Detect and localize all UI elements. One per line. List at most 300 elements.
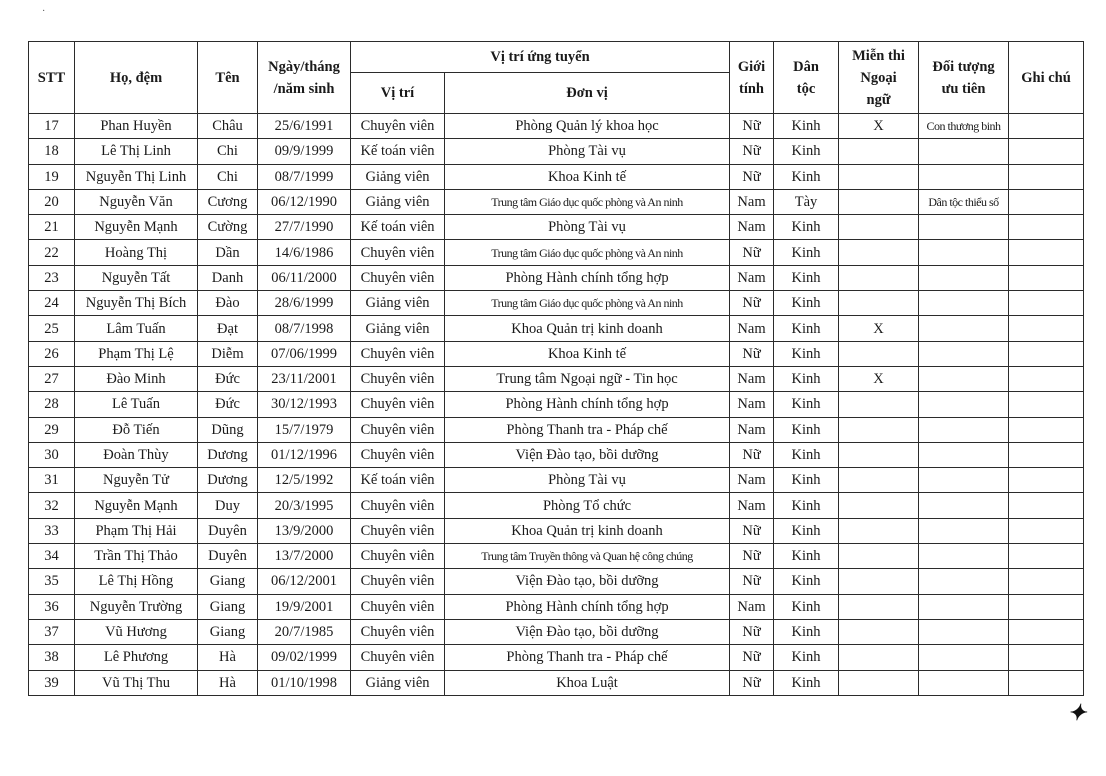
table-row	[29, 417, 1084, 442]
cell-ghi-chu	[1009, 569, 1084, 594]
cell-gioi-tinh: Nữ	[730, 619, 774, 644]
cell-ho-dem: Nguyễn Mạnh	[75, 493, 198, 518]
header-doi-tuong-line1: Đối tượng	[932, 58, 995, 75]
cell-ngay-sinh: 13/7/2000	[258, 544, 351, 569]
header-gioi-tinh	[730, 42, 774, 114]
cell-vi-tri: Kế toán viên	[351, 139, 445, 164]
cell-ten: Cường	[198, 215, 258, 240]
cell-mien-thi	[839, 544, 919, 569]
cell-don-vi: Phòng Thanh tra - Pháp chế	[445, 417, 730, 442]
cell-ho-dem: Nguyễn Mạnh	[75, 215, 198, 240]
cell-mien-thi	[839, 670, 919, 695]
cell-ho-dem: Lâm Tuấn	[75, 316, 198, 341]
cell-ghi-chu	[1009, 265, 1084, 290]
cell-stt: 37	[29, 619, 75, 644]
cell-stt: 39	[29, 670, 75, 695]
table-row	[29, 316, 1084, 341]
table-row	[29, 215, 1084, 240]
cell-doi-tuong	[919, 291, 1009, 316]
cell-don-vi: Trung tâm Truyền thông và Quan hệ công chúng	[445, 544, 730, 569]
cell-dan-toc: Kinh	[774, 316, 839, 341]
cell-ten: Dương	[198, 468, 258, 493]
cell-ho-dem: Lê Thị Linh	[75, 139, 198, 164]
cell-ngay-sinh: 06/12/1990	[258, 189, 351, 214]
cell-don-vi: Khoa Kinh tế	[445, 164, 730, 189]
cell-gioi-tinh: Nữ	[730, 114, 774, 139]
header-mien-thi-line1: Miễn thi	[852, 47, 905, 64]
cell-ten: Đào	[198, 291, 258, 316]
cell-gioi-tinh: Nữ	[730, 569, 774, 594]
cell-stt: 30	[29, 442, 75, 467]
cell-gioi-tinh: Nữ	[730, 518, 774, 543]
cell-dan-toc: Kinh	[774, 114, 839, 139]
cell-gioi-tinh: Nam	[730, 417, 774, 442]
cell-ho-dem: Lê Tuấn	[75, 392, 198, 417]
cell-mien-thi	[839, 493, 919, 518]
cell-don-vi: Phòng Thanh tra - Pháp chế	[445, 645, 730, 670]
cell-vi-tri: Chuyên viên	[351, 569, 445, 594]
cell-mien-thi: X	[839, 114, 919, 139]
cell-doi-tuong	[919, 240, 1009, 265]
cell-don-vi: Trung tâm Giáo dục quốc phòng và An ninh	[445, 189, 730, 214]
cell-ho-dem: Nguyễn Thị Linh	[75, 164, 198, 189]
header-ghi-chu: Ghi chú	[1009, 42, 1084, 114]
cell-doi-tuong: Dân tộc thiểu số	[919, 189, 1009, 214]
cell-dan-toc: Kinh	[774, 442, 839, 467]
cell-ten: Duy	[198, 493, 258, 518]
header-gioi-tinh-line1: Giới	[737, 58, 766, 75]
cell-don-vi: Khoa Quản trị kinh doanh	[445, 316, 730, 341]
cell-vi-tri: Chuyên viên	[351, 594, 445, 619]
table-row	[29, 645, 1084, 670]
cell-stt: 22	[29, 240, 75, 265]
cell-gioi-tinh: Nam	[730, 265, 774, 290]
header-mien-thi-line2: Ngoại	[860, 69, 897, 86]
cell-doi-tuong	[919, 569, 1009, 594]
cell-don-vi: Phòng Hành chính tổng hợp	[445, 594, 730, 619]
cell-gioi-tinh: Nữ	[730, 164, 774, 189]
cell-vi-tri: Giảng viên	[351, 316, 445, 341]
cell-gioi-tinh: Nam	[730, 594, 774, 619]
cell-ghi-chu	[1009, 114, 1084, 139]
cell-ngay-sinh: 07/06/1999	[258, 341, 351, 366]
cell-ten: Đạt	[198, 316, 258, 341]
cell-vi-tri: Chuyên viên	[351, 518, 445, 543]
cell-vi-tri: Chuyên viên	[351, 417, 445, 442]
table-row	[29, 569, 1084, 594]
cell-mien-thi: X	[839, 316, 919, 341]
cell-dan-toc: Kinh	[774, 518, 839, 543]
cell-ghi-chu	[1009, 291, 1084, 316]
cell-ghi-chu	[1009, 392, 1084, 417]
cell-don-vi: Phòng Tổ chức	[445, 493, 730, 518]
cell-stt: 19	[29, 164, 75, 189]
cell-stt: 27	[29, 366, 75, 391]
cell-ngay-sinh: 08/7/1999	[258, 164, 351, 189]
cell-dan-toc: Kinh	[774, 645, 839, 670]
cell-gioi-tinh: Nam	[730, 493, 774, 518]
cell-doi-tuong	[919, 392, 1009, 417]
cell-vi-tri: Giảng viên	[351, 670, 445, 695]
cell-don-vi: Trung tâm Ngoại ngữ - Tin học	[445, 366, 730, 391]
cell-gioi-tinh: Nữ	[730, 442, 774, 467]
cell-ghi-chu	[1009, 164, 1084, 189]
cell-doi-tuong	[919, 518, 1009, 543]
cell-ho-dem: Nguyễn Tất	[75, 265, 198, 290]
cell-ho-dem: Đoàn Thùy	[75, 442, 198, 467]
cell-ghi-chu	[1009, 544, 1084, 569]
cell-ngay-sinh: 01/12/1996	[258, 442, 351, 467]
cell-ten: Dũng	[198, 417, 258, 442]
cell-ho-dem: Vũ Thị Thu	[75, 670, 198, 695]
cell-ngay-sinh: 09/9/1999	[258, 139, 351, 164]
cell-vi-tri: Chuyên viên	[351, 619, 445, 644]
cell-stt: 23	[29, 265, 75, 290]
cell-don-vi: Phòng Tài vụ	[445, 215, 730, 240]
cell-doi-tuong	[919, 417, 1009, 442]
table-row	[29, 164, 1084, 189]
cell-mien-thi	[839, 291, 919, 316]
cell-mien-thi	[839, 645, 919, 670]
cell-ngay-sinh: 23/11/2001	[258, 366, 351, 391]
cell-ngay-sinh: 14/6/1986	[258, 240, 351, 265]
cell-ten: Đức	[198, 392, 258, 417]
cell-ten: Diễm	[198, 341, 258, 366]
cell-vi-tri: Chuyên viên	[351, 114, 445, 139]
cell-gioi-tinh: Nữ	[730, 291, 774, 316]
cell-mien-thi	[839, 265, 919, 290]
cell-don-vi: Phòng Hành chính tổng hợp	[445, 265, 730, 290]
cell-vi-tri: Chuyên viên	[351, 645, 445, 670]
cell-mien-thi	[839, 392, 919, 417]
cell-stt: 33	[29, 518, 75, 543]
cell-ghi-chu	[1009, 240, 1084, 265]
cell-don-vi: Phòng Hành chính tổng hợp	[445, 392, 730, 417]
table-row	[29, 189, 1084, 214]
cell-ho-dem: Lê Phương	[75, 645, 198, 670]
cell-doi-tuong	[919, 645, 1009, 670]
cell-don-vi: Trung tâm Giáo dục quốc phòng và An ninh	[445, 240, 730, 265]
cell-ngay-sinh: 12/5/1992	[258, 468, 351, 493]
cell-don-vi: Phòng Quản lý khoa học	[445, 114, 730, 139]
cell-don-vi: Viện Đào tạo, bồi dưỡng	[445, 442, 730, 467]
cell-mien-thi	[839, 569, 919, 594]
cell-stt: 21	[29, 215, 75, 240]
cell-gioi-tinh: Nam	[730, 468, 774, 493]
cell-mien-thi	[839, 341, 919, 366]
corner-mark: ·	[42, 6, 46, 17]
cell-dan-toc: Kinh	[774, 619, 839, 644]
cell-ho-dem: Vũ Hương	[75, 619, 198, 644]
cell-stt: 20	[29, 189, 75, 214]
header-stt: STT	[29, 42, 75, 114]
cell-ten: Giang	[198, 619, 258, 644]
initial-signature-mark: ✦	[1067, 700, 1086, 726]
cell-ngay-sinh: 08/7/1998	[258, 316, 351, 341]
cell-mien-thi	[839, 240, 919, 265]
table-row	[29, 518, 1084, 543]
header-ho-dem: Họ, đệm	[75, 42, 198, 114]
cell-dan-toc: Kinh	[774, 341, 839, 366]
cell-dan-toc: Kinh	[774, 164, 839, 189]
cell-mien-thi	[839, 139, 919, 164]
cell-ngay-sinh: 20/7/1985	[258, 619, 351, 644]
cell-don-vi: Khoa Quản trị kinh doanh	[445, 518, 730, 543]
cell-vi-tri: Giảng viên	[351, 164, 445, 189]
cell-dan-toc: Kinh	[774, 670, 839, 695]
cell-dan-toc: Kinh	[774, 493, 839, 518]
header-mien-thi-line3: ngữ	[866, 91, 891, 108]
cell-ho-dem: Nguyễn Trường	[75, 594, 198, 619]
cell-stt: 29	[29, 417, 75, 442]
cell-vi-tri: Chuyên viên	[351, 544, 445, 569]
cell-ho-dem: Đào Minh	[75, 366, 198, 391]
cell-stt: 17	[29, 114, 75, 139]
cell-dan-toc: Kinh	[774, 215, 839, 240]
cell-gioi-tinh: Nữ	[730, 341, 774, 366]
cell-dan-toc: Kinh	[774, 569, 839, 594]
cell-ghi-chu	[1009, 670, 1084, 695]
cell-ten: Duyên	[198, 518, 258, 543]
cell-gioi-tinh: Nam	[730, 316, 774, 341]
cell-vi-tri: Kế toán viên	[351, 468, 445, 493]
cell-gioi-tinh: Nam	[730, 392, 774, 417]
cell-ten: Dần	[198, 240, 258, 265]
cell-mien-thi: X	[839, 366, 919, 391]
cell-stt: 26	[29, 341, 75, 366]
cell-doi-tuong	[919, 594, 1009, 619]
cell-stt: 32	[29, 493, 75, 518]
cell-vi-tri: Chuyên viên	[351, 341, 445, 366]
cell-don-vi: Viện Đào tạo, bồi dưỡng	[445, 619, 730, 644]
table-header	[29, 42, 1084, 114]
cell-mien-thi	[839, 468, 919, 493]
cell-dan-toc: Kinh	[774, 265, 839, 290]
cell-ghi-chu	[1009, 442, 1084, 467]
table-row	[29, 468, 1084, 493]
header-dan-toc	[774, 42, 839, 114]
table-row	[29, 670, 1084, 695]
cell-ngay-sinh: 06/11/2000	[258, 265, 351, 290]
cell-stt: 31	[29, 468, 75, 493]
cell-stt: 25	[29, 316, 75, 341]
candidate-table	[28, 41, 1084, 696]
cell-ghi-chu	[1009, 468, 1084, 493]
cell-ho-dem: Nguyễn Tử	[75, 468, 198, 493]
cell-ghi-chu	[1009, 189, 1084, 214]
table-body	[29, 114, 1084, 696]
cell-mien-thi	[839, 215, 919, 240]
header-don-vi: Đơn vị	[445, 73, 730, 114]
cell-ten: Cương	[198, 189, 258, 214]
cell-doi-tuong	[919, 265, 1009, 290]
table-row	[29, 392, 1084, 417]
candidate-roster-sheet	[28, 41, 1084, 696]
cell-mien-thi	[839, 518, 919, 543]
cell-ho-dem: Phan Huyền	[75, 114, 198, 139]
cell-dan-toc: Kinh	[774, 139, 839, 164]
cell-ngay-sinh: 20/3/1995	[258, 493, 351, 518]
cell-gioi-tinh: Nam	[730, 215, 774, 240]
cell-ghi-chu	[1009, 366, 1084, 391]
cell-ten: Chi	[198, 164, 258, 189]
cell-stt: 24	[29, 291, 75, 316]
cell-ghi-chu	[1009, 215, 1084, 240]
cell-doi-tuong	[919, 341, 1009, 366]
cell-mien-thi	[839, 619, 919, 644]
header-dan-toc-line2: tộc	[796, 80, 816, 97]
table-row	[29, 291, 1084, 316]
cell-vi-tri: Chuyên viên	[351, 265, 445, 290]
cell-stt: 28	[29, 392, 75, 417]
table-row	[29, 544, 1084, 569]
cell-ho-dem: Nguyễn Thị Bích	[75, 291, 198, 316]
cell-ngay-sinh: 09/02/1999	[258, 645, 351, 670]
cell-ten: Châu	[198, 114, 258, 139]
cell-ngay-sinh: 27/7/1990	[258, 215, 351, 240]
cell-ghi-chu	[1009, 518, 1084, 543]
header-ngay-sinh-line2: /năm sinh	[273, 80, 335, 97]
cell-ten: Giang	[198, 594, 258, 619]
cell-dan-toc: Kinh	[774, 240, 839, 265]
cell-ho-dem: Hoàng Thị	[75, 240, 198, 265]
cell-gioi-tinh: Nữ	[730, 670, 774, 695]
cell-ho-dem: Phạm Thị Lệ	[75, 341, 198, 366]
cell-vi-tri: Kế toán viên	[351, 215, 445, 240]
cell-ten: Danh	[198, 265, 258, 290]
cell-vi-tri: Giảng viên	[351, 291, 445, 316]
cell-doi-tuong	[919, 468, 1009, 493]
table-row	[29, 366, 1084, 391]
cell-gioi-tinh: Nam	[730, 189, 774, 214]
cell-mien-thi	[839, 164, 919, 189]
cell-stt: 36	[29, 594, 75, 619]
cell-don-vi: Khoa Kinh tế	[445, 341, 730, 366]
cell-gioi-tinh: Nữ	[730, 139, 774, 164]
table-row	[29, 442, 1084, 467]
cell-ngay-sinh: 15/7/1979	[258, 417, 351, 442]
cell-ho-dem: Lê Thị Hồng	[75, 569, 198, 594]
header-gioi-tinh-line2: tính	[739, 80, 765, 97]
cell-ho-dem: Phạm Thị Hải	[75, 518, 198, 543]
cell-stt: 34	[29, 544, 75, 569]
cell-mien-thi	[839, 594, 919, 619]
cell-dan-toc: Kinh	[774, 392, 839, 417]
cell-ghi-chu	[1009, 594, 1084, 619]
cell-stt: 18	[29, 139, 75, 164]
header-doi-tuong-line2: ưu tiên	[941, 80, 986, 97]
cell-don-vi: Trung tâm Giáo dục quốc phòng và An ninh	[445, 291, 730, 316]
table-row	[29, 265, 1084, 290]
cell-stt: 38	[29, 645, 75, 670]
cell-mien-thi	[839, 417, 919, 442]
table-row	[29, 139, 1084, 164]
cell-ho-dem: Đỗ Tiến	[75, 417, 198, 442]
header-mien-thi	[839, 42, 919, 114]
cell-stt: 35	[29, 569, 75, 594]
cell-ngay-sinh: 25/6/1991	[258, 114, 351, 139]
cell-ghi-chu	[1009, 139, 1084, 164]
cell-ten: Chi	[198, 139, 258, 164]
cell-ngay-sinh: 30/12/1993	[258, 392, 351, 417]
table-row	[29, 240, 1084, 265]
cell-ten: Hà	[198, 645, 258, 670]
header-doi-tuong	[919, 42, 1009, 114]
cell-ho-dem: Trần Thị Thảo	[75, 544, 198, 569]
cell-ghi-chu	[1009, 619, 1084, 644]
table-row	[29, 114, 1084, 139]
cell-ten: Đức	[198, 366, 258, 391]
cell-ten: Hà	[198, 670, 258, 695]
cell-gioi-tinh: Nam	[730, 366, 774, 391]
cell-doi-tuong	[919, 442, 1009, 467]
cell-mien-thi	[839, 442, 919, 467]
cell-ngay-sinh: 28/6/1999	[258, 291, 351, 316]
cell-dan-toc: Kinh	[774, 544, 839, 569]
cell-doi-tuong	[919, 366, 1009, 391]
cell-ngay-sinh: 19/9/2001	[258, 594, 351, 619]
cell-dan-toc: Kinh	[774, 366, 839, 391]
cell-don-vi: Khoa Luật	[445, 670, 730, 695]
cell-dan-toc: Kinh	[774, 594, 839, 619]
header-vi-tri: Vị trí	[351, 73, 445, 114]
cell-dan-toc: Kinh	[774, 291, 839, 316]
cell-don-vi: Viện Đào tạo, bồi dưỡng	[445, 569, 730, 594]
cell-doi-tuong	[919, 139, 1009, 164]
cell-vi-tri: Chuyên viên	[351, 240, 445, 265]
cell-doi-tuong	[919, 215, 1009, 240]
header-ten: Tên	[198, 42, 258, 114]
cell-dan-toc: Kinh	[774, 468, 839, 493]
table-row	[29, 619, 1084, 644]
cell-ngay-sinh: 13/9/2000	[258, 518, 351, 543]
header-ngay-sinh	[258, 42, 351, 114]
cell-doi-tuong	[919, 619, 1009, 644]
cell-ten: Duyên	[198, 544, 258, 569]
cell-don-vi: Phòng Tài vụ	[445, 139, 730, 164]
cell-gioi-tinh: Nữ	[730, 240, 774, 265]
cell-doi-tuong: Con thương binh	[919, 114, 1009, 139]
cell-vi-tri: Chuyên viên	[351, 442, 445, 467]
cell-ngay-sinh: 06/12/2001	[258, 569, 351, 594]
cell-ho-dem: Nguyễn Văn	[75, 189, 198, 214]
header-ngay-sinh-line1: Ngày/tháng	[268, 58, 340, 75]
cell-dan-toc: Kinh	[774, 417, 839, 442]
cell-doi-tuong	[919, 164, 1009, 189]
cell-gioi-tinh: Nữ	[730, 645, 774, 670]
cell-gioi-tinh: Nữ	[730, 544, 774, 569]
cell-don-vi: Phòng Tài vụ	[445, 468, 730, 493]
table-row	[29, 493, 1084, 518]
table-row	[29, 594, 1084, 619]
cell-vi-tri: Chuyên viên	[351, 366, 445, 391]
cell-ten: Giang	[198, 569, 258, 594]
table-row	[29, 341, 1084, 366]
cell-dan-toc: Tày	[774, 189, 839, 214]
cell-ghi-chu	[1009, 417, 1084, 442]
cell-doi-tuong	[919, 544, 1009, 569]
cell-vi-tri: Chuyên viên	[351, 493, 445, 518]
header-vi-tri-ung-tuyen: Vị trí ứng tuyển	[351, 42, 730, 73]
cell-ngay-sinh: 01/10/1998	[258, 670, 351, 695]
cell-doi-tuong	[919, 316, 1009, 341]
cell-mien-thi	[839, 189, 919, 214]
cell-vi-tri: Giảng viên	[351, 189, 445, 214]
cell-ghi-chu	[1009, 645, 1084, 670]
cell-ghi-chu	[1009, 493, 1084, 518]
cell-ghi-chu	[1009, 341, 1084, 366]
cell-ghi-chu	[1009, 316, 1084, 341]
